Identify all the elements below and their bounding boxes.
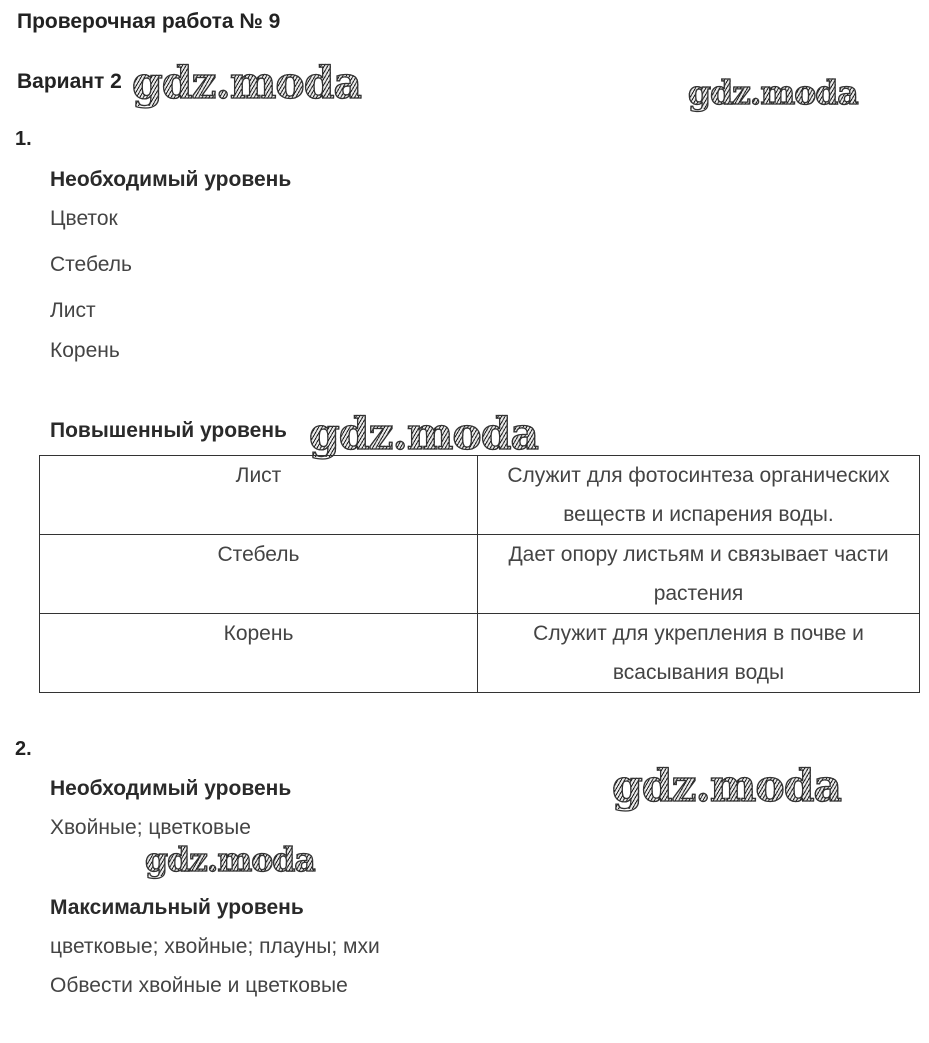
- task-1-required-heading: Необходимый уровень: [50, 168, 292, 191]
- plant-parts-table: [39, 455, 920, 693]
- table-cell-part: Корень: [40, 614, 478, 693]
- table-row: [40, 456, 920, 535]
- task-1-advanced-heading: Повышенный уровень: [50, 419, 287, 442]
- list-item: Цветок: [50, 207, 118, 230]
- watermark: gdz.moda: [309, 409, 539, 460]
- list-item: Стебель: [50, 253, 132, 276]
- list-item: Корень: [50, 339, 120, 362]
- task-2-maximum-line: цветковые; хвойные; плауны; мхи: [50, 935, 380, 958]
- task-2-required-heading: Необходимый уровень: [50, 777, 292, 800]
- watermark: gdz.moda: [132, 58, 362, 109]
- table-row: [40, 614, 920, 693]
- task-2-number: 2.: [15, 738, 32, 760]
- table-cell-function: Служит для укрепления в почве и всасывания воды: [478, 614, 920, 693]
- watermark: gdz.moda: [612, 761, 842, 812]
- table-cell-part: Стебель: [40, 535, 478, 614]
- table-row: [40, 535, 920, 614]
- table-cell-function: Служит для фотосинтеза органических веществ и испарения воды.: [478, 456, 920, 535]
- table-cell-function: Дает опору листьям и связывает части растения: [478, 535, 920, 614]
- table-cell-part: Лист: [40, 456, 478, 535]
- variant-label: Вариант 2: [17, 70, 122, 93]
- watermark: gdz.moda: [688, 73, 858, 112]
- list-item: Лист: [50, 299, 96, 322]
- task-2-maximum-line: Обвести хвойные и цветковые: [50, 974, 348, 997]
- watermark: gdz.moda: [145, 840, 315, 879]
- task-2-required-answer: Хвойные; цветковые: [50, 816, 251, 839]
- page-title: Проверочная работа № 9: [17, 10, 281, 33]
- task-1-number: 1.: [15, 128, 32, 150]
- task-2-maximum-heading: Максимальный уровень: [50, 896, 304, 919]
